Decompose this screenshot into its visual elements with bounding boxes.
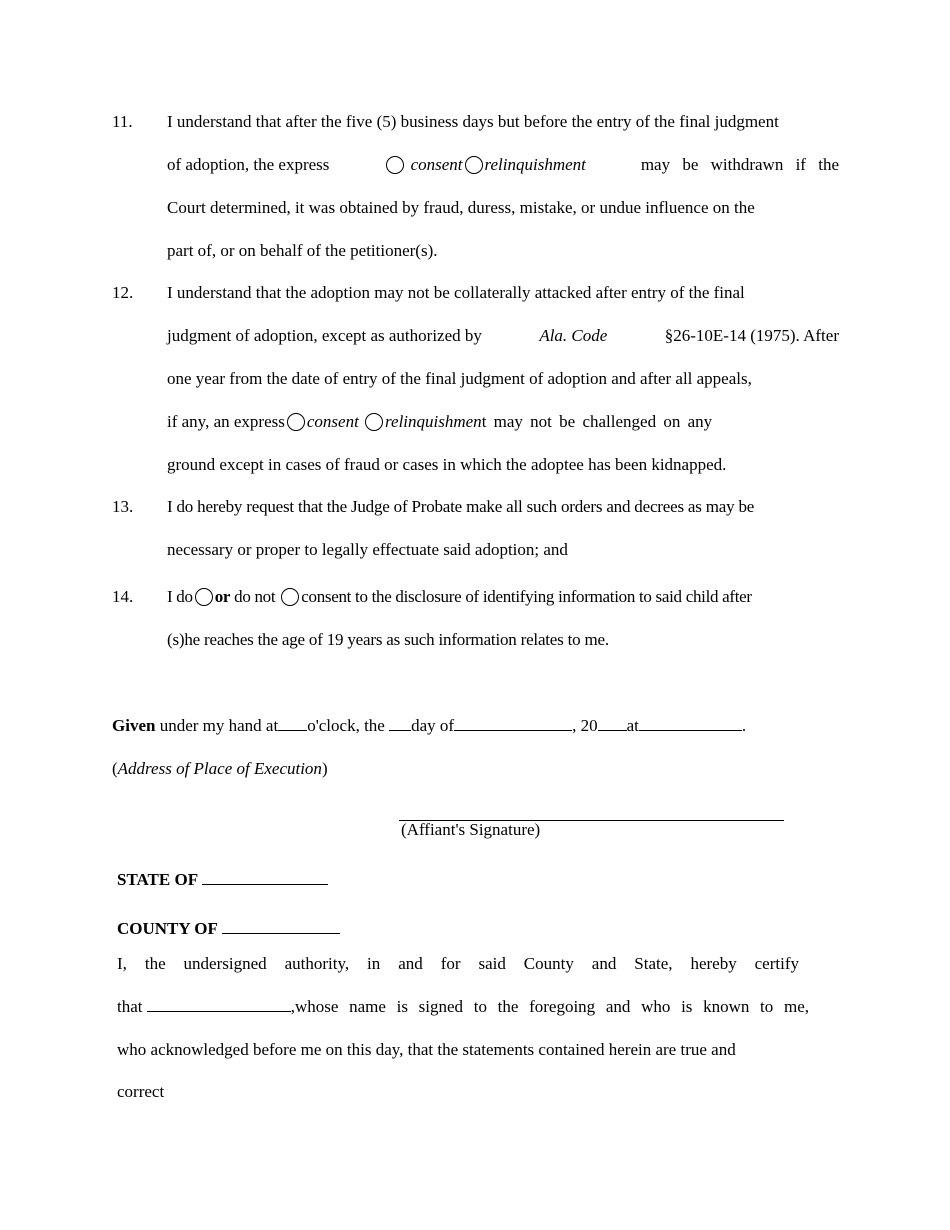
- address-caption: (Address of Place of Execution): [112, 759, 328, 778]
- state-line: [117, 870, 328, 890]
- item-text-line: part of, or on behalf of the petitioner(s).: [167, 241, 438, 260]
- county-blank[interactable]: [222, 921, 340, 934]
- text: .: [741, 716, 747, 735]
- item-text-line: ground except in cases of fraud or cases in which the adoptee has been kidnapped.: [167, 455, 727, 474]
- choice-group: [384, 155, 586, 175]
- relinquishment-radio[interactable]: [465, 156, 483, 174]
- hour-blank[interactable]: [278, 718, 307, 731]
- consent-label: consent: [306, 412, 359, 431]
- certify-line: [117, 997, 809, 1017]
- certify-text: ,whose name is signed to the foregoing and who is known to me,: [290, 997, 809, 1016]
- item-number: 13.: [112, 497, 134, 516]
- item-text-line: I understand that the adoption may not be collaterally attacked after entry of the final: [167, 283, 745, 302]
- text: , 20: [572, 716, 598, 735]
- item-number: 12.: [112, 283, 134, 302]
- day-blank[interactable]: [389, 718, 411, 731]
- do-consent-radio[interactable]: [195, 588, 213, 606]
- item-text-line: [167, 155, 839, 175]
- county-line: [117, 919, 340, 939]
- given-line: [112, 716, 746, 736]
- place-blank[interactable]: [639, 718, 742, 731]
- county-label: COUNTY OF: [117, 919, 218, 938]
- consent-radio[interactable]: [386, 156, 404, 174]
- state-blank[interactable]: [202, 872, 328, 885]
- item-text-line: necessary or proper to legally effectuate said adoption; and: [167, 540, 568, 559]
- do-not-consent-radio[interactable]: [281, 588, 299, 606]
- text: under my hand at: [159, 716, 279, 735]
- consent-radio[interactable]: [287, 413, 305, 431]
- text: consent to the disclosure of identifying information to said child after: [301, 587, 752, 606]
- certify-line: [117, 954, 799, 974]
- item-text-line: [167, 587, 752, 607]
- text: may be withdrawn if the: [640, 155, 839, 174]
- consent-label: consent: [410, 155, 463, 174]
- text: of adoption, the express: [167, 155, 330, 174]
- text: §26-10E-14 (1975). After: [664, 326, 839, 345]
- text: I do: [167, 587, 193, 606]
- item-text-line: (s)he reaches the age of 19 years as such information relates to me.: [167, 630, 609, 649]
- item-number: 11.: [112, 112, 133, 131]
- text: day of: [411, 716, 455, 735]
- item-text-line: [167, 412, 839, 432]
- certify-line: correct: [117, 1082, 165, 1101]
- text: judgment of adoption, except as authorized by: [167, 326, 482, 345]
- item-text-line: [167, 326, 839, 346]
- item-text-line: Court determined, it was obtained by fraud, duress, mistake, or undue influence on the: [167, 198, 755, 217]
- signature-label: (Affiant's Signature): [401, 820, 541, 839]
- text: t may not be challenged on any: [481, 412, 713, 431]
- certify-line: who acknowledged before me on this day, that the statements contained herein are true and: [117, 1040, 736, 1059]
- or-label: or: [214, 587, 231, 606]
- text: if any, an express: [167, 412, 285, 431]
- item-text-line: I do hereby request that the Judge of Probate make all such orders and decrees as may be: [167, 497, 755, 516]
- item-number: 14.: [112, 587, 134, 606]
- given-label: Given: [112, 716, 156, 735]
- certify-text: I, the undersigned authority, in and for said County and State, hereby certify: [117, 954, 799, 973]
- text: o'clock, the: [307, 716, 385, 735]
- citation: Ala. Code: [539, 326, 608, 345]
- relinquishment-radio[interactable]: [365, 413, 383, 431]
- year-blank[interactable]: [598, 718, 627, 731]
- name-blank[interactable]: [147, 999, 291, 1012]
- month-blank[interactable]: [454, 718, 572, 731]
- relinquishment-label: relinquishment: [484, 155, 586, 174]
- certify-text: that: [117, 997, 291, 1017]
- text: at: [626, 716, 639, 735]
- state-label: STATE OF: [117, 870, 198, 889]
- relinquishment-label: relinquishmen: [385, 412, 482, 431]
- item-text-line: one year from the date of entry of the final judgment of adoption and after all appeals,: [167, 369, 752, 388]
- text: do not: [234, 587, 276, 606]
- address-label: Address of Place of Execution: [117, 759, 322, 778]
- item-text-line: I understand that after the five (5) business days but before the entry of the final judgment: [167, 112, 779, 131]
